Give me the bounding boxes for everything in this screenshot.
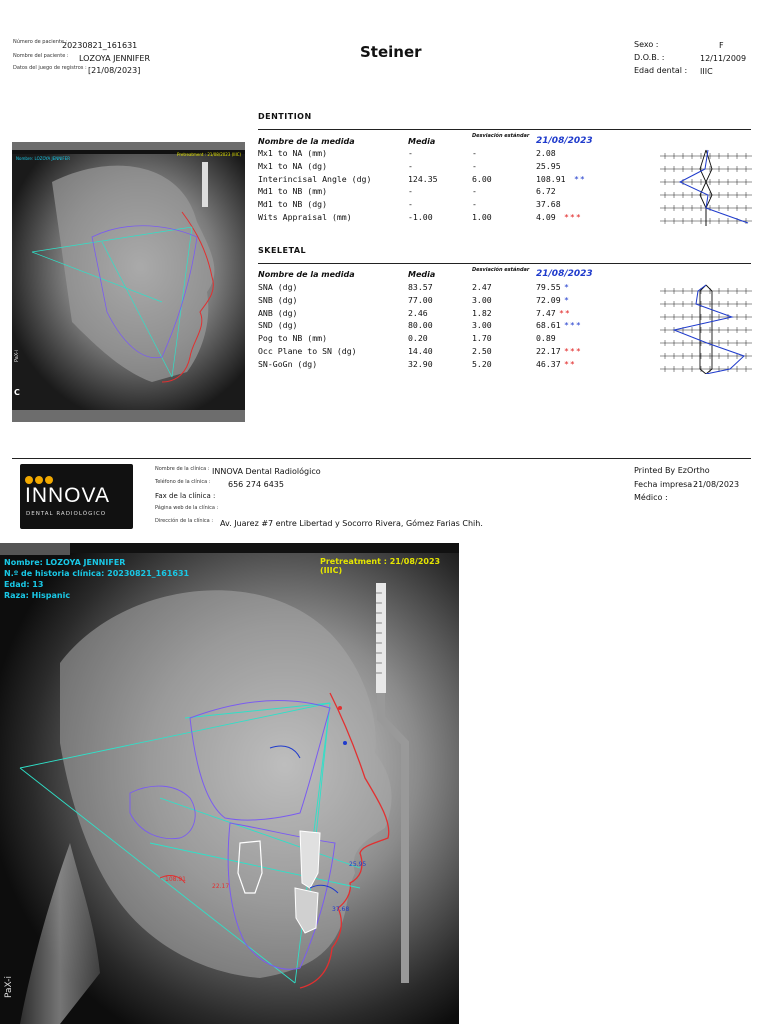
measure-value: 22.17 <box>536 345 561 356</box>
measure-sd: 6.00 <box>472 173 492 184</box>
measure-sd: - <box>472 160 477 171</box>
significance-stars: ** <box>574 173 586 184</box>
significance-stars: ** <box>559 307 571 318</box>
table-row <box>258 160 618 173</box>
measure-mean: 14.40 <box>408 345 433 356</box>
measure-sd: 1.82 <box>472 307 492 318</box>
measure-value: 7.47 <box>536 307 556 318</box>
clinic-address-label: Dirección de la clínica : <box>155 518 214 524</box>
table-row <box>258 319 618 332</box>
table-row <box>258 307 618 320</box>
skeletal-col-measure: Nombre de la medida <box>258 270 355 279</box>
dentition-col-measure: Nombre de la medida <box>258 137 355 146</box>
measure-name: Md1 to NB (dg) <box>258 199 328 210</box>
dob-label: D.O.B. : <box>634 53 665 62</box>
xray-image <box>0 543 459 1024</box>
xray-side-label: PaX-i <box>4 975 14 998</box>
skeletal-table <box>258 281 618 371</box>
record-date-label: Datos del juego de registros : <box>13 65 87 71</box>
xray-side-label: PaX-i <box>14 349 20 362</box>
measure-mean: -1.00 <box>408 211 433 222</box>
measure-mean: 2.46 <box>408 307 428 318</box>
measure-sd: - <box>472 186 477 197</box>
measure-mean: - <box>408 186 413 197</box>
significance-stars: *** <box>564 320 582 331</box>
measure-mean: 0.20 <box>408 333 428 344</box>
skeletal-rule <box>258 263 751 264</box>
dob-value: 12/11/2009 <box>700 54 747 63</box>
significance-stars: *** <box>564 211 582 222</box>
significance-stars: * <box>564 294 570 305</box>
xray-patient-name: Nombre: LOZOYA JENNIFER <box>4 558 126 567</box>
measure-name: Mx1 to NA (dg) <box>258 160 328 171</box>
xray-measure-label: 22.17 <box>212 883 230 890</box>
skeletal-title: SKELETAL <box>258 246 307 255</box>
dentition-col-sd: Desviación estándar <box>472 133 530 139</box>
dentition-rule <box>258 129 751 130</box>
printed-by: Printed By EzOrtho <box>634 466 710 475</box>
significance-stars: *** <box>564 345 582 356</box>
clinic-phone: 656 274 6435 <box>228 480 284 489</box>
dentition-table <box>258 147 618 224</box>
table-row <box>258 294 618 307</box>
measure-value: 37.68 <box>536 199 561 210</box>
table-row <box>258 211 618 224</box>
xray-measure-label: 108.91 <box>165 876 186 883</box>
xray-measure-label: 25.95 <box>349 861 367 868</box>
clinic-name: INNOVA Dental Radiológico <box>212 467 321 476</box>
measure-sd: - <box>472 148 477 158</box>
measure-name: SNA (dg) <box>258 282 298 292</box>
xray-corner-label: C <box>14 388 20 397</box>
measure-mean: - <box>408 160 413 171</box>
significance-stars: ** <box>564 358 576 369</box>
measure-sd: 5.20 <box>472 358 492 369</box>
measure-sd: 1.00 <box>472 211 492 222</box>
measure-sd: 2.47 <box>472 282 492 292</box>
measure-value: 68.61 <box>536 320 561 331</box>
table-row <box>258 147 618 160</box>
measure-value: 0.89 <box>536 333 556 344</box>
measure-name: SNB (dg) <box>258 294 298 305</box>
page-title: Steiner <box>360 43 422 61</box>
measure-value: 6.72 <box>536 186 556 197</box>
sex-label: Sexo : <box>634 40 659 49</box>
measure-sd: 3.00 <box>472 320 492 331</box>
measure-sd: 2.50 <box>472 345 492 356</box>
measure-value: 4.09 <box>536 211 556 222</box>
measure-name: Md1 to NB (mm) <box>258 186 328 197</box>
measure-value: 108.91 <box>536 173 566 184</box>
patient-no-label: Número de paciente : <box>13 39 68 45</box>
measure-name: SN-GoGn (dg) <box>258 358 318 369</box>
table-row <box>258 198 618 211</box>
clinic-web-label: Página web de la clínica : <box>155 505 219 511</box>
logo-subtitle: DENTAL RADIOLÓGICO <box>26 511 107 517</box>
measure-name: Wits Appraisal (mm) <box>258 211 352 222</box>
xray-history-number: N.º de historia clínica: 20230821_161631 <box>4 569 190 578</box>
print-date: 21/08/2023 <box>693 480 740 489</box>
measure-mean: 77.00 <box>408 294 433 305</box>
skeletal-col-date: 21/08/2023 <box>536 269 593 279</box>
svg-text:Nombre: LOZOYA JENNIFER: Nombre: LOZOYA JENNIFER <box>16 156 71 161</box>
measure-value: 72.09 <box>536 294 561 305</box>
clinic-fax-label: Fax de la clínica : <box>155 492 216 500</box>
clinic-name-label: Nombre de la clínica : <box>155 466 210 472</box>
clinic-logo <box>20 464 133 529</box>
footer-rule <box>12 458 751 459</box>
sex-value: F <box>719 41 724 50</box>
measure-mean: - <box>408 148 413 158</box>
measure-name: Pog to NB (mm) <box>258 333 328 344</box>
table-row <box>258 173 618 186</box>
measure-name: ANB (dg) <box>258 307 298 318</box>
dentition-col-mean: Media <box>408 137 436 146</box>
print-date-label: Fecha impresa : <box>634 480 698 489</box>
record-date: [21/08/2023] <box>88 66 141 75</box>
measure-value: 79.55 <box>536 282 561 292</box>
table-row <box>258 358 618 371</box>
table-row <box>258 345 618 358</box>
dentition-deviation-chart <box>660 148 752 228</box>
patient-no: 20230821_161631 <box>62 41 138 50</box>
skeletal-col-mean: Media <box>408 270 436 279</box>
clinic-phone-label: Teléfono de la clínica : <box>155 479 211 485</box>
table-row <box>258 281 618 294</box>
skeletal-col-sd: Desviación estándar <box>472 267 530 273</box>
measure-sd: 1.70 <box>472 333 492 344</box>
measure-mean: - <box>408 199 413 210</box>
skeletal-deviation-chart <box>660 282 752 374</box>
xray-treatment-label: Pretreatment : 21/08/2023 (IIIC) <box>320 557 441 575</box>
measure-value: 2.08 <box>536 148 556 158</box>
clinic-address: Av. Juarez #7 entre Libertad y Socorro Rivera, Gómez Farias Chih. <box>220 519 483 528</box>
dentition-title: DENTITION <box>258 112 312 121</box>
cephalometric-xray[interactable] <box>0 543 459 1024</box>
measure-name: Mx1 to NA (mm) <box>258 148 328 158</box>
measure-mean: 32.90 <box>408 358 433 369</box>
dentition-col-date: 21/08/2023 <box>536 136 593 146</box>
xray-race: Raza: Hispanic <box>4 591 71 600</box>
measure-value: 25.95 <box>536 160 561 171</box>
dental-age-value: IIIC <box>700 67 713 76</box>
measure-name: Occ Plane to SN (dg) <box>258 345 357 356</box>
xray-measure-label: 37.68 <box>332 906 350 913</box>
measure-value: 46.37 <box>536 358 561 369</box>
table-row <box>258 185 618 198</box>
significance-stars: * <box>564 282 570 292</box>
measure-mean: 83.57 <box>408 282 433 292</box>
dental-age-label: Edad dental : <box>634 66 688 75</box>
logo-name: INNOVA <box>25 484 110 507</box>
xray-age: Edad: 13 <box>4 580 44 589</box>
xray-thumbnail-frame <box>12 142 245 422</box>
svg-text:Pretreatment : 21/08/2023 (III: Pretreatment : 21/08/2023 (IIIC) <box>177 152 242 157</box>
measure-sd: 3.00 <box>472 294 492 305</box>
patient-name-label: Nombre del paciente : <box>13 53 69 59</box>
doctor-label: Médico : <box>634 493 668 502</box>
measure-name: Interincisal Angle (dg) <box>258 173 372 184</box>
xray-thumbnail[interactable] <box>12 142 245 422</box>
table-row <box>258 332 618 345</box>
measure-sd: - <box>472 199 477 210</box>
measure-mean: 124.35 <box>408 173 438 184</box>
measure-name: SND (dg) <box>258 320 298 331</box>
measure-mean: 80.00 <box>408 320 433 331</box>
patient-name: LOZOYA JENNIFER <box>79 54 151 63</box>
